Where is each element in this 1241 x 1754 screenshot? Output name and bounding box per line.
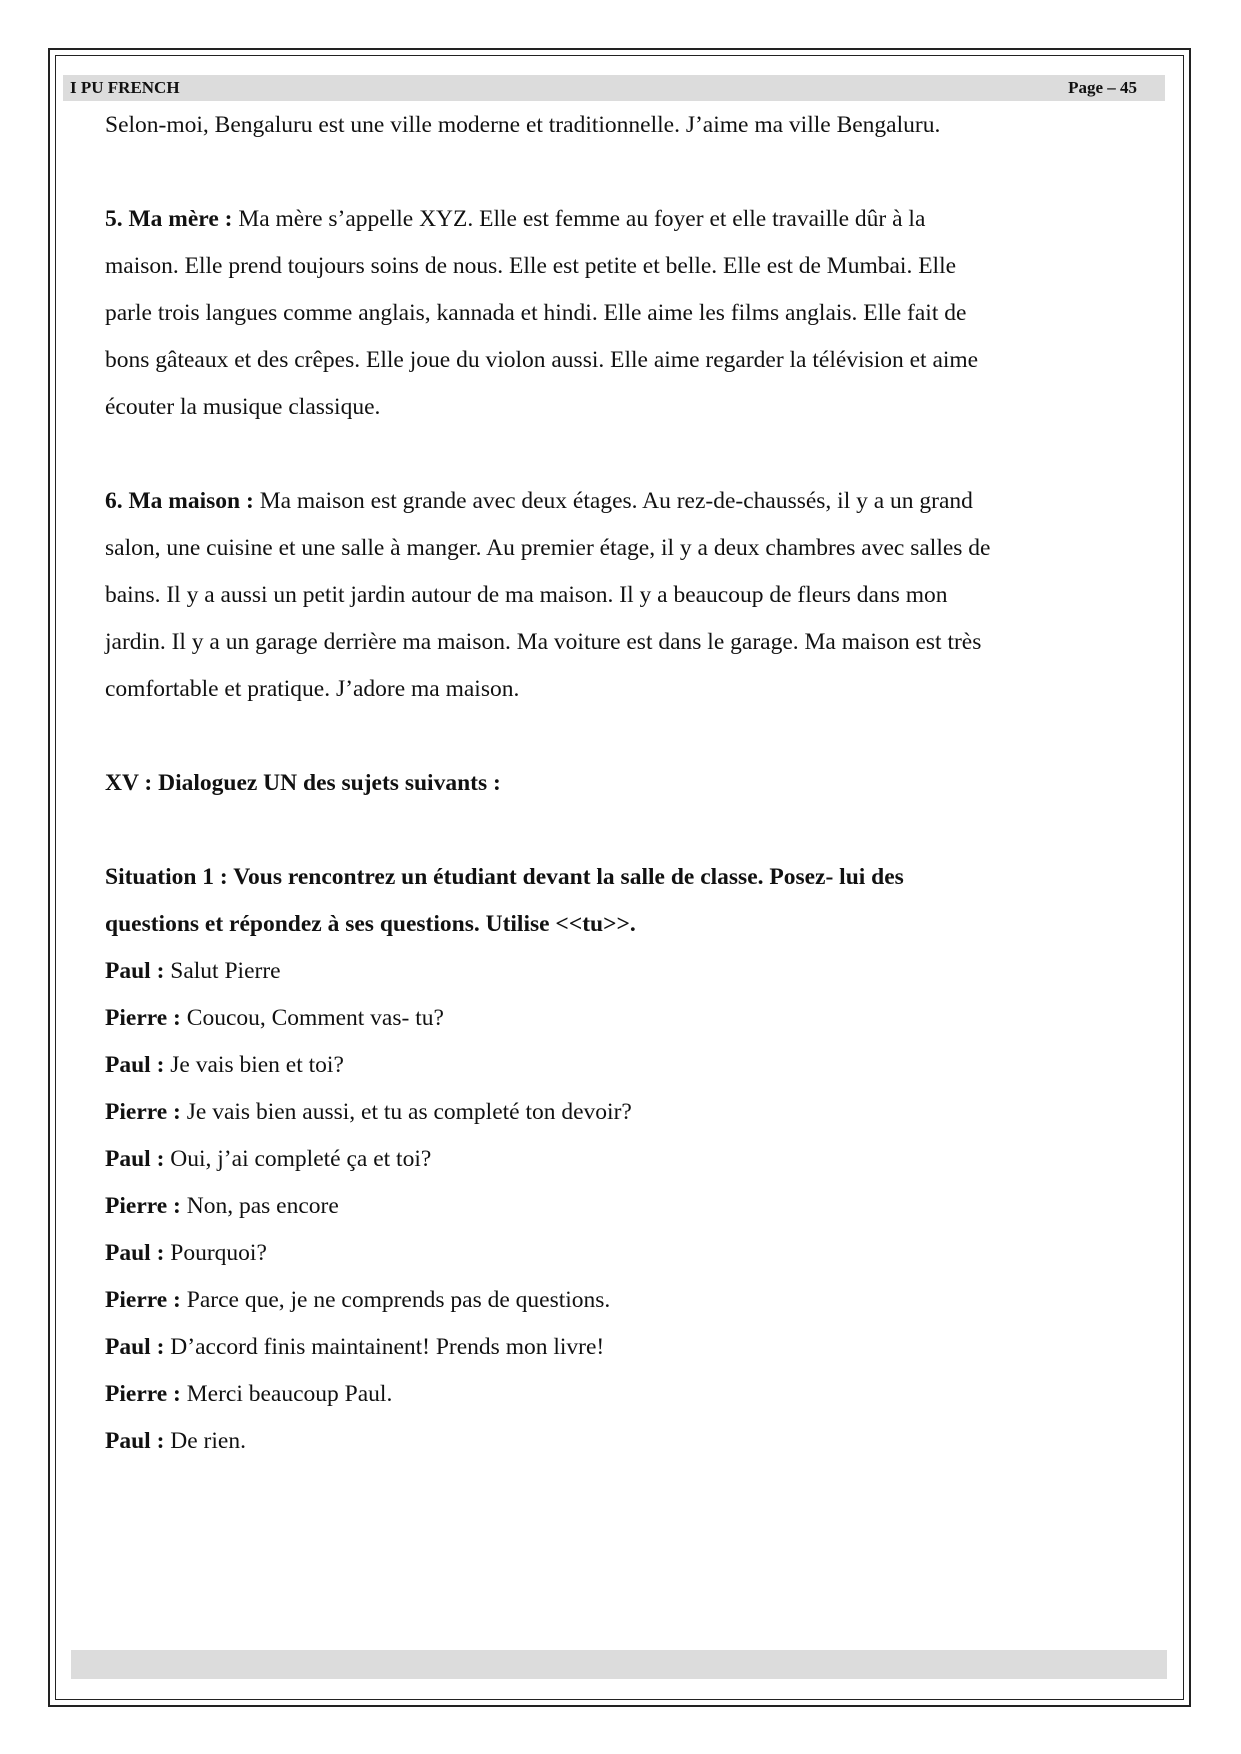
dialogue-text: Non, pas encore (186, 1193, 339, 1219)
dialogue-speaker: Paul : (105, 1334, 165, 1360)
section-6-text: Ma maison est grande avec deux étages. Au rez-de-chaussés, il y a un grand (259, 488, 973, 514)
dialogue-line (105, 1042, 1145, 1089)
dialogue-speaker: Paul : (105, 1240, 165, 1266)
section-5-text: Ma mère s’appelle XYZ. Elle est femme au foyer et elle travaille dûr à la (238, 206, 926, 232)
section-6-line: comfortable et pratique. J’adore ma maison. (105, 676, 520, 702)
page-content (105, 102, 1145, 1465)
dialogue-line (105, 1371, 1145, 1418)
section-6-line (105, 478, 1145, 525)
dialogue-speaker: Paul : (105, 1146, 165, 1172)
dialogue-speaker: Pierre : (105, 1005, 181, 1031)
dialogue-speaker: Paul : (105, 1052, 165, 1078)
dialogue-line (105, 1136, 1145, 1183)
header-bar (63, 75, 1165, 101)
section-15-heading: XV : Dialoguez UN des sujets suivants : (105, 770, 501, 796)
header-course-title: I PU FRENCH (70, 78, 180, 97)
dialogue-text: Oui, j’ai completé ça et toi? (170, 1146, 432, 1172)
dialogue-text: Parce que, je ne comprends pas de questions. (186, 1287, 611, 1313)
dialogue-line (105, 948, 1145, 995)
section-6-line: salon, une cuisine et une salle à manger. Au premier étage, il y a deux chambres avec salles de (105, 535, 991, 561)
dialogue-line (105, 1324, 1145, 1371)
section-5-line: maison. Elle prend toujours soins de nous. Elle est petite et belle. Elle est de Mumbai. Elle (105, 253, 957, 279)
intro-line: Selon-moi, Bengaluru est une ville moderne et traditionnelle. J’aime ma ville Bengaluru. (105, 112, 941, 138)
dialogue-text: De rien. (170, 1428, 246, 1454)
dialogue-line (105, 995, 1145, 1042)
dialogue-line (105, 1418, 1145, 1465)
section-6-line: bains. Il y a aussi un petit jardin autour de ma maison. Il y a beaucoup de fleurs dans mon (105, 582, 948, 608)
dialogue-text: Je vais bien aussi, et tu as completé ton devoir? (186, 1099, 632, 1125)
footer-bar (71, 1650, 1167, 1679)
dialogue-text: Salut Pierre (170, 958, 281, 984)
dialogue-text: Merci beaucoup Paul. (186, 1381, 393, 1407)
dialogue-speaker: Pierre : (105, 1099, 181, 1125)
header-page-number: Page – 45 (1068, 78, 1137, 97)
dialogue-speaker: Paul : (105, 958, 165, 984)
dialogue-speaker: Paul : (105, 1428, 165, 1454)
dialogue-line (105, 1277, 1145, 1324)
section-5-line: bons gâteaux et des crêpes. Elle joue du violon aussi. Elle aime regarder la télévision et aime (105, 347, 979, 373)
dialogue-speaker: Pierre : (105, 1287, 181, 1313)
section-6-line: jardin. Il y a un garage derrière ma maison. Ma voiture est dans le garage. Ma maison est très (105, 629, 982, 655)
dialogue-line (105, 1230, 1145, 1277)
situation-1-line: Situation 1 : Vous rencontrez un étudiant devant la salle de classe. Posez- lui des (105, 864, 904, 890)
dialogue-speaker: Pierre : (105, 1381, 181, 1407)
section-5-line (105, 196, 1145, 243)
dialogue-line (105, 1089, 1145, 1136)
dialogue-speaker: Pierre : (105, 1193, 181, 1219)
dialogue-text: D’accord finis maintainent! Prends mon livre! (170, 1334, 605, 1360)
dialogue-line (105, 1183, 1145, 1230)
section-5-line: écouter la musique classique. (105, 394, 381, 420)
section-5-line: parle trois langues comme anglais, kannada et hindi. Elle aime les films anglais. Elle fait de (105, 300, 967, 326)
dialogue-text: Je vais bien et toi? (170, 1052, 344, 1078)
situation-1-line: questions et répondez à ses questions. Utilise <<tu>>. (105, 911, 636, 937)
dialogue-text: Coucou, Comment vas- tu? (186, 1005, 444, 1031)
section-5-label: 5. Ma mère : (105, 206, 233, 232)
section-6-label: 6. Ma maison : (105, 488, 254, 514)
dialogue-text: Pourquoi? (170, 1240, 267, 1266)
